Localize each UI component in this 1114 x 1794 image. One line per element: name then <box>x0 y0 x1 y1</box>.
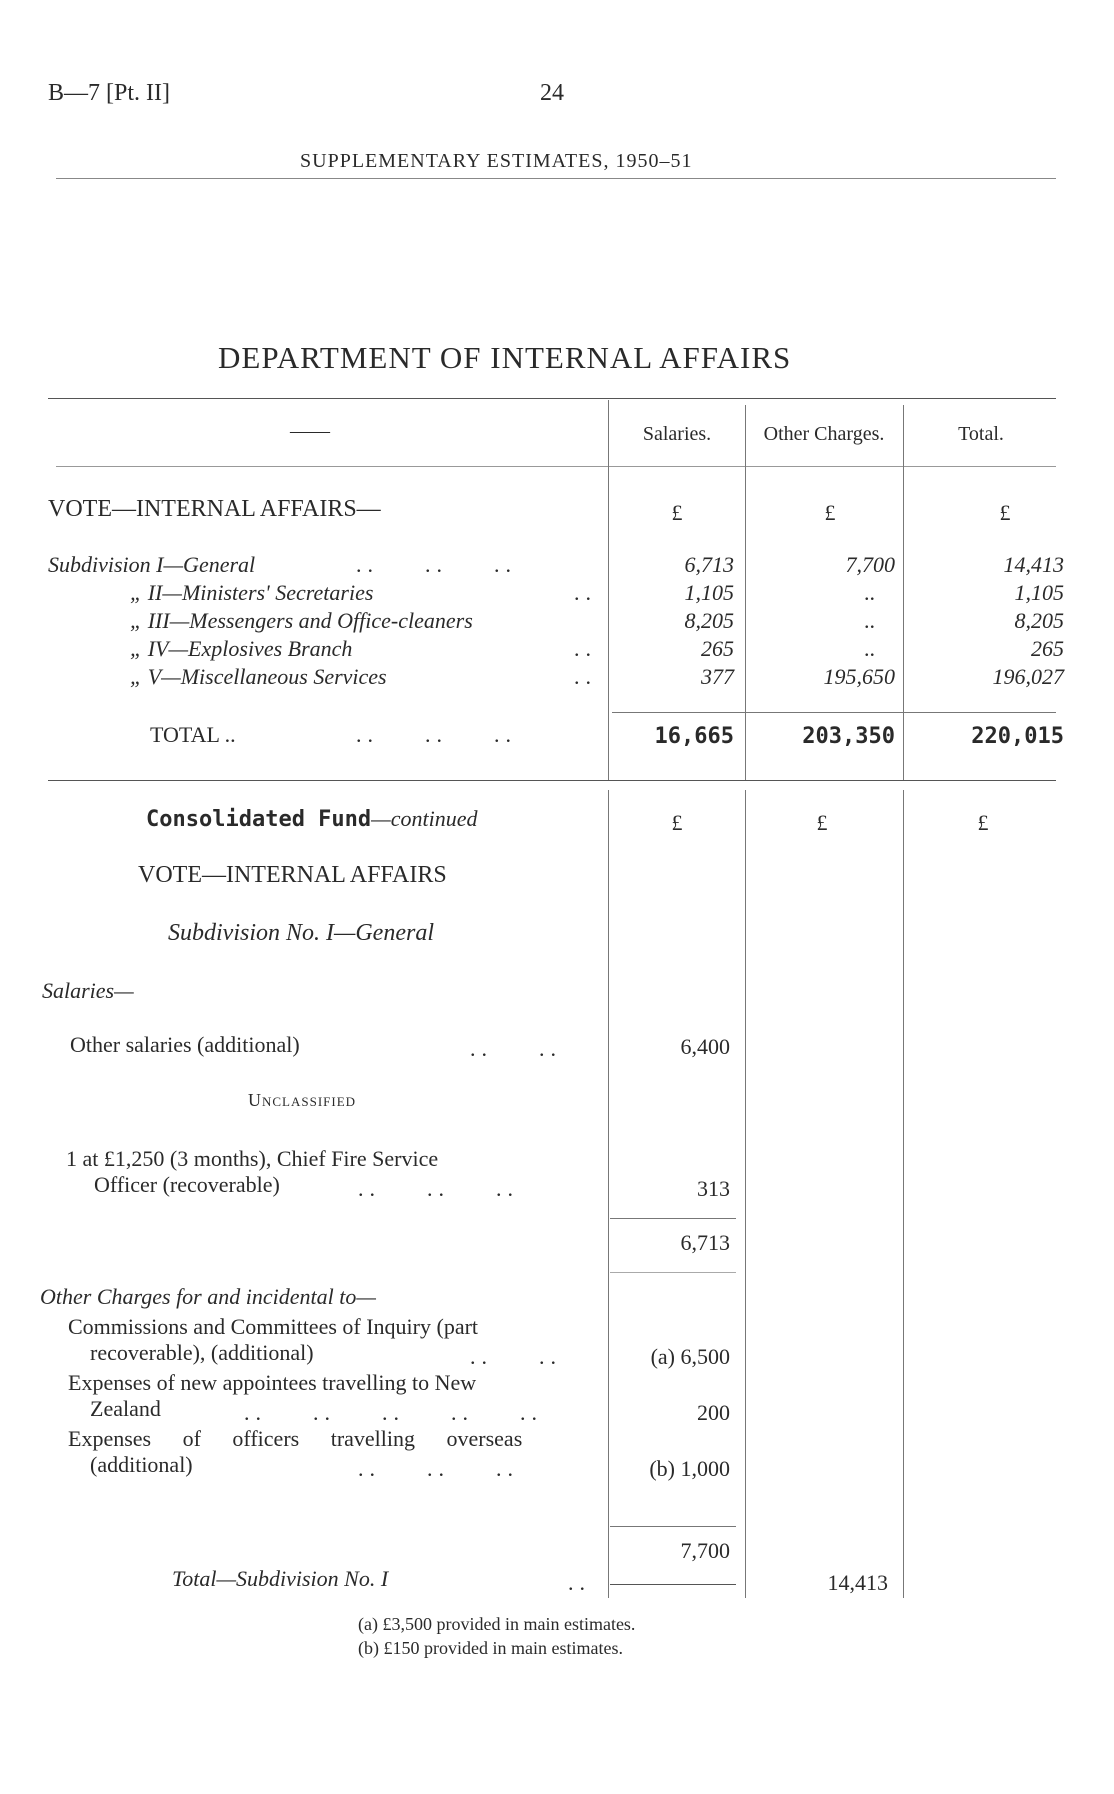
summary-currency-total: £ <box>999 500 1011 525</box>
summary-vote-label: VOTE—INTERNAL AFFAIRS— <box>48 496 381 522</box>
summary-total-other: 203,350 <box>802 724 895 749</box>
commissions-line2: recoverable), (additional) <box>90 1340 314 1365</box>
table-row-subdivision-4-salaries: 265 <box>701 636 734 661</box>
table-row-subdivision-5-salaries: 377 <box>701 664 734 689</box>
table-row-subdivision-4-total: 265 <box>1031 636 1064 661</box>
salaries-column-rule <box>608 400 609 780</box>
table-row-subdivision-1-total: 14,413 <box>1003 552 1064 577</box>
leader-dots: .. .. .. <box>356 552 517 577</box>
table-row-subdivision-3-label: „ III—Messengers and Office-cleaners <box>130 608 473 633</box>
table-row-subdivision-2-other: .. <box>864 580 875 605</box>
leader-dots: .. <box>574 580 597 605</box>
leader-dots: .. .. <box>470 1036 562 1061</box>
salaries-subtotal-bottom-rule <box>610 1272 736 1273</box>
fund-title-line <box>146 806 478 832</box>
table-row-subdivision-1-label: Subdivision I—General <box>48 552 256 577</box>
table-row-subdivision-3-other: .. <box>864 608 875 633</box>
detail-other-column-rule <box>745 790 746 1598</box>
footnote-b: (b) £150 provided in main estimates. <box>358 1638 623 1658</box>
table-row-subdivision-2-total: 1,105 <box>1014 580 1064 605</box>
other-salaries-amount: 6,400 <box>680 1034 730 1059</box>
total-column-rule <box>903 405 904 780</box>
department-title: DEPARTMENT OF INTERNAL AFFAIRS <box>218 340 792 375</box>
subdivision-total-amount: 14,413 <box>827 1570 888 1595</box>
detail-total-column-rule <box>903 790 904 1598</box>
running-title: SUPPLEMENTARY ESTIMATES, 1950–51 <box>300 150 693 172</box>
table-row-subdivision-4-label: „ IV—Explosives Branch <box>130 636 353 661</box>
summary-total-salaries: 16,665 <box>654 724 734 749</box>
summary-currency-other: £ <box>824 500 836 525</box>
other-charges-column-header: Other Charges. <box>763 423 885 445</box>
table-header-rule <box>56 466 1056 467</box>
table-top-rule <box>48 398 1056 399</box>
other-subtotal-top-rule <box>610 1526 736 1527</box>
other-charges-column-rule <box>745 405 746 780</box>
leader-dots: .. <box>568 1570 591 1595</box>
summary-total-label: TOTAL .. <box>150 722 236 747</box>
leader-dots: .. .. .. <box>358 1456 519 1481</box>
commissions-line1: Commissions and Committees of Inquiry (part <box>68 1314 479 1339</box>
detail-currency-total: £ <box>977 810 989 835</box>
other-subtotal-bottom-rule <box>610 1584 736 1585</box>
subdivision-total-label: Total—Subdivision No. I <box>172 1566 389 1591</box>
detail-subdivision-title: Subdivision No. I—General <box>168 920 434 946</box>
detail-currency-salaries: £ <box>671 810 683 835</box>
table-row-subdivision-1-salaries: 6,713 <box>684 552 734 577</box>
chief-officer-line1: 1 at £1,250 (3 months), Chief Fire Service <box>66 1146 439 1171</box>
unclassified-heading: Unclassified <box>248 1090 357 1110</box>
officers-overseas-line1: Expenses of officers travelling overseas <box>68 1426 523 1451</box>
page-number: 24 <box>540 80 564 106</box>
salaries-subtotal: 6,713 <box>680 1230 730 1255</box>
table-row-subdivision-5-total: 196,027 <box>992 664 1064 689</box>
other-subtotal: 7,700 <box>680 1538 730 1563</box>
other-salaries-label: Other salaries (additional) <box>70 1032 300 1057</box>
leader-dots: .. <box>574 664 597 689</box>
chief-officer-amount: 313 <box>697 1176 730 1201</box>
total-column-header: Total. <box>958 423 1004 445</box>
new-appointees-amount: 200 <box>697 1400 730 1425</box>
new-appointees-line1: Expenses of new appointees travelling to New <box>68 1370 477 1395</box>
stub-header: —— <box>290 420 330 442</box>
leader-dots: .. <box>574 636 597 661</box>
summary-total-total: 220,015 <box>971 724 1064 749</box>
fund-continued: —continued <box>371 806 478 831</box>
table-row-subdivision-3-salaries: 8,205 <box>684 608 734 633</box>
detail-salaries-column-rule <box>608 790 609 1598</box>
document-reference: B—7 [Pt. II] <box>48 80 170 106</box>
footnote-a: (a) £3,500 provided in main estimates. <box>358 1614 636 1634</box>
leader-dots: .. .. .. <box>356 722 517 747</box>
table-row-subdivision-5-label: „ V—Miscellaneous Services <box>130 664 387 689</box>
table-row-subdivision-3-total: 8,205 <box>1014 608 1064 633</box>
table-row-subdivision-2-label: „ II—Ministers' Secretaries <box>130 580 374 605</box>
table-row-subdivision-1-other: 7,700 <box>845 552 895 577</box>
total-top-rule <box>612 712 1056 713</box>
summary-currency-salaries: £ <box>671 500 683 525</box>
table-row-subdivision-4-other: .. <box>864 636 875 661</box>
detail-currency-other: £ <box>816 810 828 835</box>
table-row-subdivision-5-other: 195,650 <box>823 664 895 689</box>
salaries-subtotal-top-rule <box>610 1218 736 1219</box>
salaries-column-header: Salaries. <box>642 423 712 445</box>
detail-vote-title: VOTE—INTERNAL AFFAIRS <box>138 862 447 888</box>
leader-dots: .. .. <box>470 1344 562 1369</box>
fund-title: Consolidated Fund <box>146 807 372 832</box>
commissions-amount: (a) 6,500 <box>650 1344 730 1369</box>
table-bottom-rule <box>48 780 1056 781</box>
other-charges-heading: Other Charges for and incidental to— <box>40 1284 376 1309</box>
officers-overseas-amount: (b) 1,000 <box>649 1456 730 1481</box>
leader-dots: .. .. .. .. .. <box>244 1400 543 1425</box>
officers-overseas-line2: (additional) <box>90 1452 193 1477</box>
salaries-heading: Salaries— <box>42 978 134 1003</box>
header-rule <box>56 178 1056 179</box>
leader-dots: .. .. .. <box>358 1176 519 1201</box>
chief-officer-line2: Officer (recoverable) <box>94 1172 280 1197</box>
table-row-subdivision-2-salaries: 1,105 <box>684 580 734 605</box>
new-appointees-line2: Zealand <box>90 1396 161 1421</box>
